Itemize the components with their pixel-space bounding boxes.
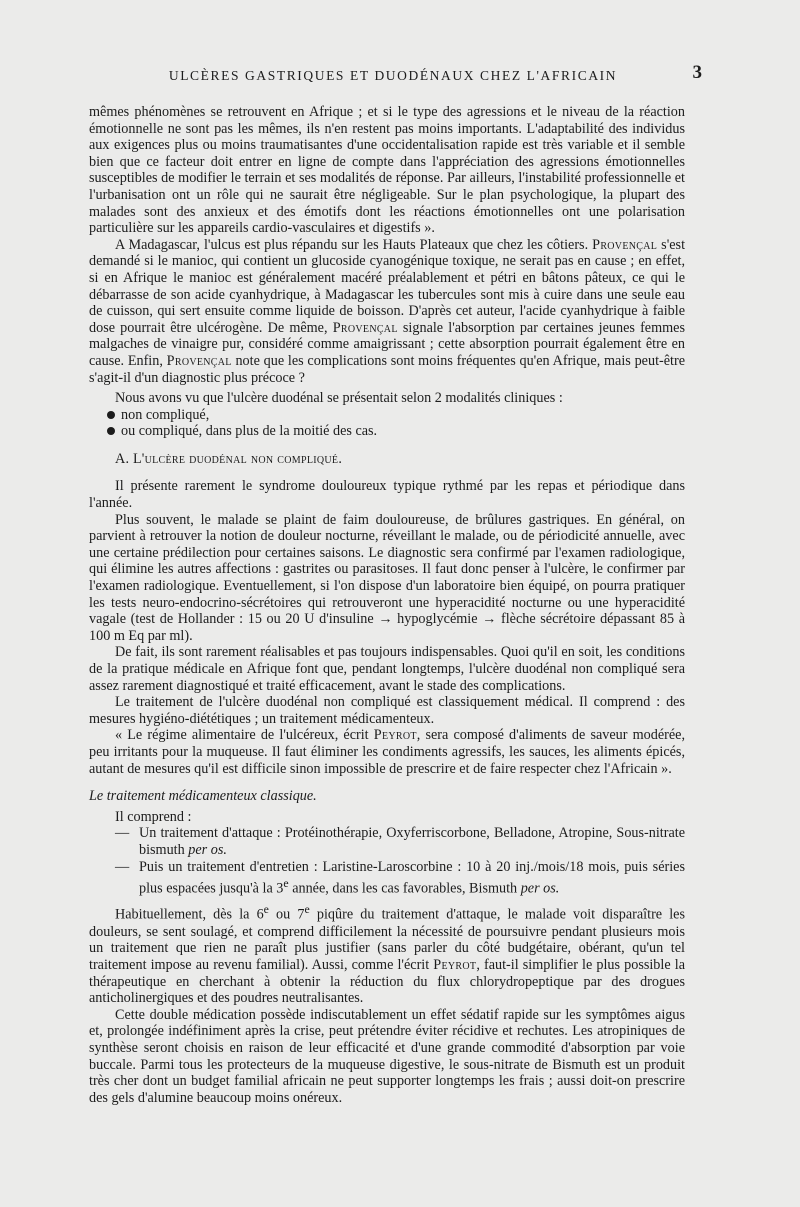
author-name: Provençal — [166, 352, 232, 369]
bullet-item — [89, 423, 685, 440]
text-run: piqûre du traitement d'attaque, le malade voit disparaître les douleurs, se sent soulagé, et comprend difficilement la nécessité de poursuivre pendant plusieurs mois un traitement que rien ne paraît plus justifier (sans parler du côté budgétaire, obérant, qu'un tel traitement impose au revenu familial). Aussi, comme l'écrit — [89, 907, 685, 973]
dash-item — [89, 859, 685, 898]
text-run: s'est demandé si le manioc, qui contient un glucoside cyanogénique toxique, ne serait pas en cause ; en effet, si en Afrique le manioc est généralement macéré préalablement et pétri en bâtons pâteux, ce qui le débarrasse de son acide cyanhydrique, à Madagascar les tubercules sont mis à cuire dans une seule eau de cuisson, qui sert ensuite comme liquide de boisson. D'après cet auteur, l'acide cyanhydrique à faible dose pourrait être ulcérogène. De même, — [89, 236, 686, 336]
paragraph: De fait, ils sont rarement réalisables et pas toujours indispensables. Quoi qu'il en soit, les conditions de la pratique médicale en Afrique font que, pendant longtemps, l'ulcère duodénal non compliqué sera assez rarement diagnostiqué et traité efficacement, avant le stade des complications. — [89, 644, 685, 694]
text-run: Un traitement d'attaque : Protéinothérapie, Oxyferriscorbone, Belladone, Atropine, Sous-nitrate bismuth — [139, 825, 685, 858]
author-name: Peyrot — [433, 956, 477, 973]
paragraph: Plus souvent, le malade se plaint de faim douloureuse, de brûlures gastriques. En général, on parvient à retrouver la notion de douleur nocturne, réveillant le malade, ou de périodicité annuelle, avec une certaine prédilection pour certaines saisons. Le diagnostic sera confirmé par l'examen radiologique, qui élimine les autres affections : gastrites ou parasitoses. Il faut donc penser à l'ulcère, le confirmer par l'examen radiologique. Eventuellement, si l'on dispose d'un laboratoire bien équipé, on pourra pratiquer les tests neuro-endocrino-sécrétoires qui retrouveront une hyperacidité nocturne ou une hyperacidité vagale (test de Hollander : 15 ou 20 U d'insuline → hypoglycémie → flèche sécrétoire dépassant 85 à 100 m Eq par ml). — [89, 511, 685, 644]
page-number: 3 — [692, 62, 702, 83]
superscript: e — [283, 876, 289, 891]
text-run: note que les complications sont moins fréquentes qu'en Afrique, mais peut-être s'agit-il d'un diagnostic plus précoce ? — [89, 352, 685, 386]
italic-run: per os. — [520, 880, 560, 897]
section-title: ulcère duodénal non compliqué — [144, 450, 339, 467]
text-run: A Madagascar, l'ulcus est plus répandu sur les Hauts Plateaux que chez les côtiers. — [115, 236, 589, 253]
paragraph — [89, 727, 685, 777]
text-run: « Le régime alimentaire de l'ulcéreux, écrit — [115, 727, 374, 744]
dash-mark: — — [115, 858, 130, 875]
section-suffix: . — [338, 450, 343, 467]
text-run: , sera composé d'aliments de saveur modérée, peu irritants pour la muqueuse. Il faut éliminer les condiments agressifs, les sauces, les aliments épicés, autant de mesures qu'il est difficile sinon impossible de prescrire et de faire respecter chez l'Africain ». — [89, 727, 686, 777]
italic-run: per os. — [188, 841, 227, 858]
paragraph: Le traitement de l'ulcère duodénal non compliqué est classiquement médical. Il comprend : des mesures hygiéno-diététiques ; un traitement médicamenteux. — [89, 694, 685, 727]
text-run: signale l'absorption par certaines jeunes femmes malgaches de vinaigre pur, considéré comme amaigrissant ; cette absorption pourrait également être en cause. Enfin, — [89, 319, 685, 369]
bullet-item — [89, 407, 685, 424]
paragraph: Il comprend : — [115, 808, 192, 825]
subheading: Le traitement médicamenteux classique. — [89, 788, 317, 805]
paragraph: mêmes phénomènes se retrouvent en Afrique ; et si le type des agressions et le niveau de la réaction émotionnelle ne sont pas les mêmes, ils n'en restent pas moins importants. L'adaptabilité des individus aux exigences plus ou moins traumatisantes d'une occidentalisation rapide est très variable et il semble bien que ce facteur doit entrer en ligne de compte dans l'appréciation des agressions émotionnelles susceptibles de modifier le terrain et ses modalités de réponse. Par ailleurs, l'instabilité professionnelle et l'urbanisation ont un rôle qui ne saurait être négligeable. Sur le plan psychologique, la plupart des malades sont des anxieux et des émotifs dont les réactions émotionnelles ont une polarisation particulière sur les appareils cardio-vasculaires et digestifs ». — [89, 104, 685, 237]
text-run: , faut-il simplifier le plus possible la thérapeutique en cherchant à obtenir la réduction du flux chlorydropeptique par des drogues anticholinergiques et des poudres neutralisantes. — [89, 956, 685, 1007]
paragraph — [89, 237, 685, 386]
section-prefix: A. L' — [115, 450, 145, 467]
text-run: année, dans les cas favorables, Bismuth — [288, 880, 521, 897]
paragraph: Nous avons vu que l'ulcère duodénal se présentait selon 2 modalités cliniques : — [115, 390, 563, 407]
bullet-icon — [107, 411, 115, 419]
section-heading — [89, 451, 685, 468]
dash-mark: — — [115, 825, 130, 842]
text-run: Habituellement, dès la 6 — [115, 907, 264, 924]
author-name: Provençal — [332, 319, 398, 336]
author-name: Provençal — [592, 236, 658, 253]
superscript: e — [304, 902, 310, 917]
dash-item — [89, 825, 685, 858]
running-header: ULCÈRES GASTRIQUES ET DUODÉNAUX CHEZ L'AFRICAIN — [168, 68, 618, 83]
paragraph — [89, 901, 685, 1006]
text-run: ou 7 — [268, 907, 305, 924]
bullet-text: non compliqué, — [121, 406, 210, 423]
superscript: e — [263, 902, 269, 917]
main-text — [89, 104, 685, 1106]
author-name: Peyrot — [373, 727, 417, 744]
paragraph: Cette double médication possède indiscutablement un effet sédatif rapide sur les symptômes aigus et, prolongée indéfiniment après la crise, peut prétendre éviter récidive et rechutes. Les atropiniques de synthèse seront choisis en raison de leur efficacité et d'une grande commodité d'absorption par voie buccale. Parmi tous les protecteurs de la muqueuse digestive, le sous-nitrate de Bismuth est un produit très cher dont un budget familial africain ne peut supporter longtemps les frais ; aussi doit-on prescrire des gels d'alumine beaucoup moins onéreux. — [89, 1006, 685, 1106]
text-run: Puis un traitement d'entretien : Laristine-Laroscorbine : 10 à 20 inj./mois/18 mois, puis séries plus espacées jusqu'à la 3 — [139, 858, 685, 897]
paragraph: Il présente rarement le syndrome douloureux typique rythmé par les repas et périodique dans l'année. — [89, 478, 685, 512]
bullet-text: ou compliqué, dans plus de la moitié des cas. — [121, 423, 378, 440]
